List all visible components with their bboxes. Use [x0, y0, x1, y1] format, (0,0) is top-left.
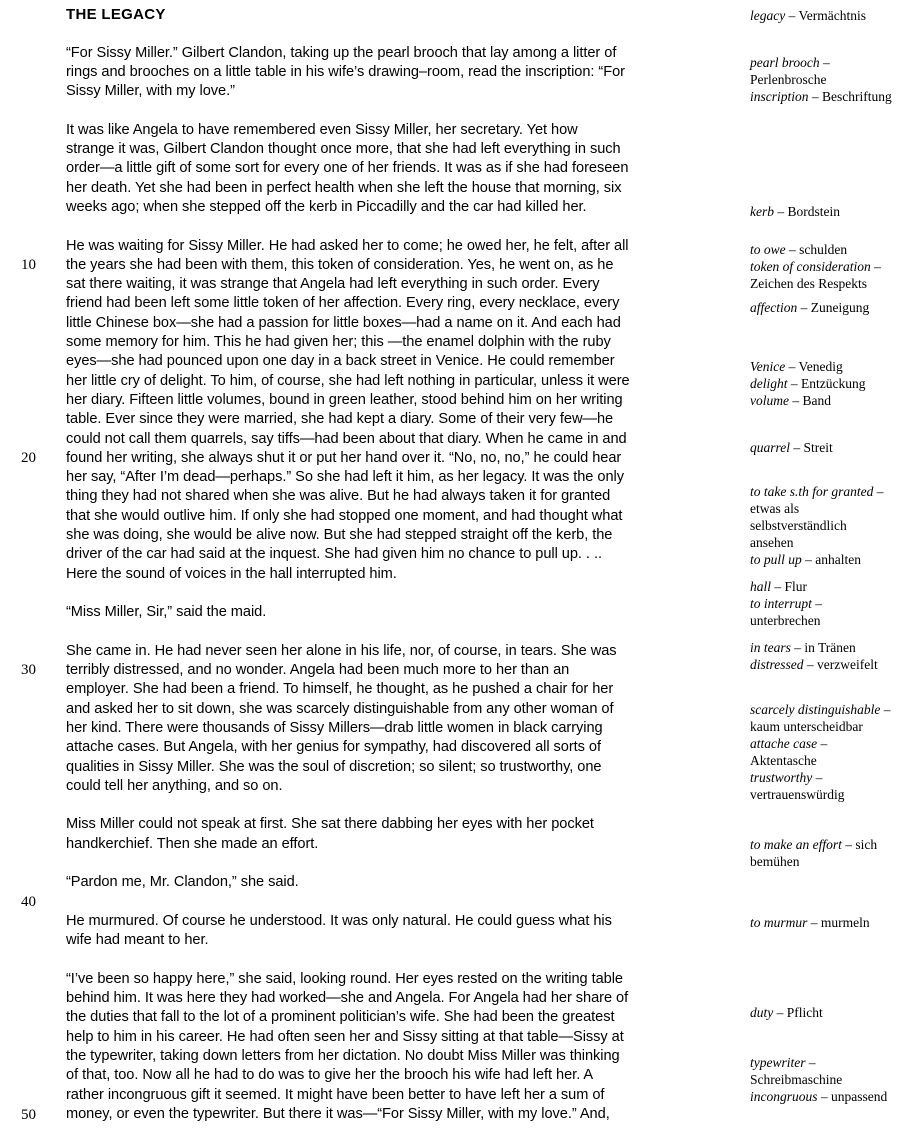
gloss-line [750, 1054, 912, 1071]
gloss-translation: – [817, 736, 828, 751]
vocabulary-gloss-column [750, 0, 912, 1147]
gloss-translation: – [873, 484, 884, 499]
gloss-term: quarrel [750, 440, 790, 455]
text-line: order—a little gift of some sort for every one of her friends. It was as if she had foreseen [66, 160, 629, 177]
gloss-line [750, 769, 912, 786]
gloss-line [750, 375, 912, 392]
gloss-translation: – unpassend [817, 1089, 888, 1104]
gloss-translation: – sich [841, 837, 878, 852]
story-column [66, 5, 750, 1144]
gloss-term: token of consideration [750, 259, 871, 274]
gloss-translation: – [811, 596, 823, 611]
gloss-line [750, 853, 912, 870]
text-line: the duties that fall to the lot of a prominent politician’s wife. She had been the greatest [66, 1009, 615, 1026]
text-line: wife had meant to her. [66, 932, 209, 949]
paragraph [66, 603, 750, 622]
gloss-group [750, 914, 912, 931]
page-title: THE LEGACY [66, 6, 166, 23]
gloss-term: delight [750, 376, 788, 391]
gloss-translation: – Entzückung [787, 376, 866, 391]
gloss-line [750, 299, 912, 316]
text-line: driver of the car had said at the inquest. She had given him no chance to pull up. . .. [66, 546, 602, 563]
gloss-translation: – [870, 259, 881, 274]
gloss-line [750, 578, 912, 595]
gloss-term: to take s.th for granted [750, 484, 874, 499]
text-line: “I’ve been so happy here,” she said, looking round. Her eyes rested on the writing table [66, 970, 623, 987]
gloss-group [750, 836, 912, 870]
gloss-line [750, 595, 912, 612]
gloss-group [750, 578, 912, 629]
gloss-line [750, 718, 912, 735]
gloss-term: inscription [750, 89, 809, 104]
gloss-line [750, 639, 912, 656]
text-line: could not call them quarrels, say tiffs—had been about that diary. When he came in and [66, 430, 627, 447]
gloss-translation: Aktentasche [750, 753, 817, 768]
text-line: behind him. It was here they had worked—she and Angela. For Angela had her share of [66, 990, 629, 1007]
gloss-group [750, 1054, 912, 1105]
gloss-translation: ansehen [750, 535, 794, 550]
text-line: “Miss Miller, Sir,” said the maid. [66, 604, 267, 621]
text-line: some memory for him. This he had given her; this —the enamel dolphin with the ruby [66, 334, 611, 351]
text-line: found her writing, she always shut it or put her hand over it. “No, no, no,” he could hear [66, 449, 622, 466]
gloss-translation: Zeichen des Respekts [750, 276, 867, 291]
gloss-translation: vertrauenswürdig [750, 787, 845, 802]
gloss-line [750, 1004, 912, 1021]
paragraph [66, 970, 750, 1124]
gloss-term: hall [750, 579, 772, 594]
gloss-group [750, 701, 912, 803]
text-line: her say, “After I’m dead—perhaps.” So she had left it him, as her legacy. It was the only [66, 469, 624, 486]
gloss-term: duty [750, 1005, 774, 1020]
gloss-line [750, 914, 912, 931]
gloss-group [750, 439, 912, 456]
gloss-term: pearl brooch [750, 55, 820, 70]
gloss-term: attache case [750, 736, 818, 751]
text-line: could tell her anything, and so on. [66, 777, 283, 794]
gloss-group [750, 639, 912, 673]
gloss-translation: selbstverständlich [750, 518, 847, 533]
gloss-term: distressed [750, 657, 804, 672]
gloss-group [750, 54, 912, 105]
paragraph [66, 642, 750, 796]
gloss-line [750, 88, 912, 105]
gloss-line [750, 836, 912, 853]
gloss-line [750, 392, 912, 409]
gloss-translation: kaum unterscheidbar [750, 719, 863, 734]
gloss-line [750, 358, 912, 375]
gloss-group [750, 483, 912, 568]
text-line: friend had been left some little token of her affection. Every ring, every necklace, every [66, 295, 620, 312]
text-line: Miss Miller could not speak at first. She sat there dabbing her eyes with her pocket [66, 816, 594, 833]
text-line: little Chinese box—she had a passion for little boxes—had a name on it. And each had [66, 314, 621, 331]
text-line: money, or even the typewriter. But there it was—“For Sissy Miller, with my love.” And, [66, 1105, 610, 1122]
gloss-term: typewriter [750, 1055, 806, 1070]
gloss-group [750, 358, 912, 409]
text-line: her little cry of delight. To him, of course, she had left nothing in particular, unless it were [66, 372, 630, 389]
gloss-term: legacy [750, 8, 786, 23]
text-line: She came in. He had never seen her alone in his life, nor, of course, in tears. She was [66, 642, 617, 659]
gloss-translation: etwas als [750, 501, 800, 516]
gloss-translation: – [805, 1055, 816, 1070]
text-line: rather incongruous gift it seemed. It might have been better to have left her a sum of [66, 1086, 605, 1103]
story-text [66, 44, 750, 1125]
text-line: her death. Yet she had been in perfect health when she left the house that morning, six [66, 179, 622, 196]
gloss-line [750, 656, 912, 673]
gloss-term: in tears [750, 640, 791, 655]
gloss-term: to murmur [750, 915, 808, 930]
paragraph [66, 44, 750, 102]
gloss-line [750, 258, 912, 275]
gloss-group [750, 1004, 912, 1021]
gloss-term: kerb [750, 204, 774, 219]
text-line: help to him in his career. He had often seen her and Sissy sitting at that table—Sissy at [66, 1028, 624, 1045]
gloss-line [750, 786, 912, 803]
text-line: employer. She had been a friend. To himself, he thought, as he pushed a chair for her [66, 681, 614, 698]
gloss-line [750, 517, 912, 534]
text-line: He murmured. Of course he understood. It was only natural. He could guess what his [66, 912, 612, 929]
text-line: and asked her to sit down, she was scarcely distinguishable from any other woman of [66, 700, 614, 717]
gloss-line [750, 612, 912, 629]
gloss-line [750, 551, 912, 568]
gloss-translation: Schreibmaschine [750, 1072, 843, 1087]
text-line: sat there waiting, it was strange that Angela had left everything in such order. Every [66, 276, 600, 293]
gloss-term: affection [750, 300, 798, 315]
gloss-term: scarcely distinguishable [750, 702, 881, 717]
gloss-term: to owe [750, 242, 786, 257]
gloss-line [750, 241, 912, 258]
line-number: 10 [21, 257, 36, 273]
text-line: It was like Angela to have remembered even Sissy Miller, her secretary. Yet how [66, 121, 578, 138]
text-line: she was doing, she would be alive now. But she had stepped straight off the kerb, the [66, 527, 613, 544]
gloss-line [750, 500, 912, 517]
gloss-line [750, 203, 912, 220]
gloss-line [750, 735, 912, 752]
paragraph [66, 912, 750, 951]
gloss-term: to interrupt [750, 596, 812, 611]
text-line: rings and brooches on a little table in his wife’s drawing–room, read the inscription: “For [66, 63, 625, 80]
gloss-translation: – Streit [790, 440, 833, 455]
line-number: 20 [21, 450, 36, 466]
text-line: weeks ago; when she stepped off the kerb in Piccadilly and the car had killed her. [66, 198, 587, 215]
gloss-line [750, 701, 912, 718]
gloss-group [750, 203, 912, 220]
gloss-term: to pull up [750, 552, 802, 567]
gloss-translation: – anhalten [801, 552, 861, 567]
text-line: attache cases. But Angela, with her genius for sympathy, had discovered all sorts of [66, 739, 601, 756]
gloss-line [750, 54, 912, 71]
paragraph [66, 873, 750, 892]
gloss-line [750, 483, 912, 500]
text-line: thing they had not shared when she was alive. But he had always taken it for granted [66, 488, 611, 505]
gloss-group [750, 7, 912, 24]
text-line: “For Sissy Miller.” Gilbert Clandon, taking up the pearl brooch that lay among a litter of [66, 44, 617, 61]
line-number: 30 [21, 662, 36, 678]
gloss-translation: – Zuneigung [797, 300, 870, 315]
gloss-term: Venice [750, 359, 786, 374]
gloss-line [750, 7, 912, 24]
text-line: Here the sound of voices in the hall interrupted him. [66, 565, 397, 582]
gloss-translation: unterbrechen [750, 613, 821, 628]
gloss-translation: – Flur [771, 579, 808, 594]
gloss-line [750, 1088, 912, 1105]
line-number: 50 [21, 1107, 36, 1123]
gloss-translation: – [880, 702, 891, 717]
gloss-group [750, 299, 912, 316]
gloss-line [750, 71, 912, 88]
gloss-term: incongruous [750, 1089, 818, 1104]
text-line: table. Ever since they were married, she had kept a diary. Some of their very few—he [66, 411, 614, 428]
gloss-line [750, 534, 912, 551]
gloss-translation: – Bordstein [774, 204, 840, 219]
text-line: that she would outlive him. If only she had stopped one moment, and had thought what [66, 507, 623, 524]
text-line: handkerchief. Then she made an effort. [66, 835, 319, 852]
text-line: He was waiting for Sissy Miller. He had asked her to come; he owed her, he felt, after all [66, 237, 629, 254]
gloss-translation: – Pflicht [773, 1005, 823, 1020]
text-line: terribly distressed, and no wonder. Angela had been much more to her than an [66, 662, 570, 679]
paragraph [66, 815, 750, 854]
gloss-translation: – schulden [785, 242, 848, 257]
text-line: eyes—she had pounced upon one day in a back street in Venice. He could remember [66, 353, 615, 370]
gloss-group [750, 241, 912, 292]
gloss-translation: bemühen [750, 854, 800, 869]
gloss-translation: – [819, 55, 830, 70]
gloss-term: trustworthy [750, 770, 813, 785]
text-line: the years she had been with them, this token of consideration. Yes, he went on, as he [66, 256, 614, 273]
gloss-line [750, 275, 912, 292]
gloss-translation: – in Tränen [790, 640, 856, 655]
line-number: 40 [21, 894, 36, 910]
gloss-translation: – [812, 770, 823, 785]
gloss-translation: – Vermächtnis [785, 8, 866, 23]
gloss-translation: – Beschriftung [808, 89, 892, 104]
text-line: strange it was, Gilbert Clandon thought once more, that she had left everything in such [66, 141, 621, 158]
gloss-translation: Perlenbrosche [750, 72, 827, 87]
text-line: “Pardon me, Mr. Clandon,” she said. [66, 874, 299, 891]
gloss-translation: – verzweifelt [803, 657, 878, 672]
gloss-line [750, 752, 912, 769]
paragraph [66, 237, 750, 584]
gloss-translation: – Band [788, 393, 831, 408]
text-line: the typewriter, taking down letters from her dictation. No doubt Miss Miller was thinking [66, 1048, 620, 1065]
text-line: qualities in Sissy Miller. She was the soul of discretion; so silent; so trustworthy, one [66, 758, 602, 775]
text-line: her diary. Fifteen little volumes, bound in green leather, stood behind him on her writing [66, 391, 623, 408]
gloss-line [750, 439, 912, 456]
gloss-term: volume [750, 393, 789, 408]
gloss-translation: – murmeln [807, 915, 870, 930]
text-line: Sissy Miller, with my love.” [66, 83, 235, 100]
paragraph [66, 121, 750, 217]
text-line: her kind. There were thousands of Sissy Millers—drab little women in black carrying [66, 719, 603, 736]
gloss-term: to make an effort [750, 837, 842, 852]
text-line: of that, too. Now all he had to do was to give her the brooch his wife had left her. A [66, 1067, 594, 1084]
gloss-translation: – Venedig [785, 359, 843, 374]
gloss-line [750, 1071, 912, 1088]
